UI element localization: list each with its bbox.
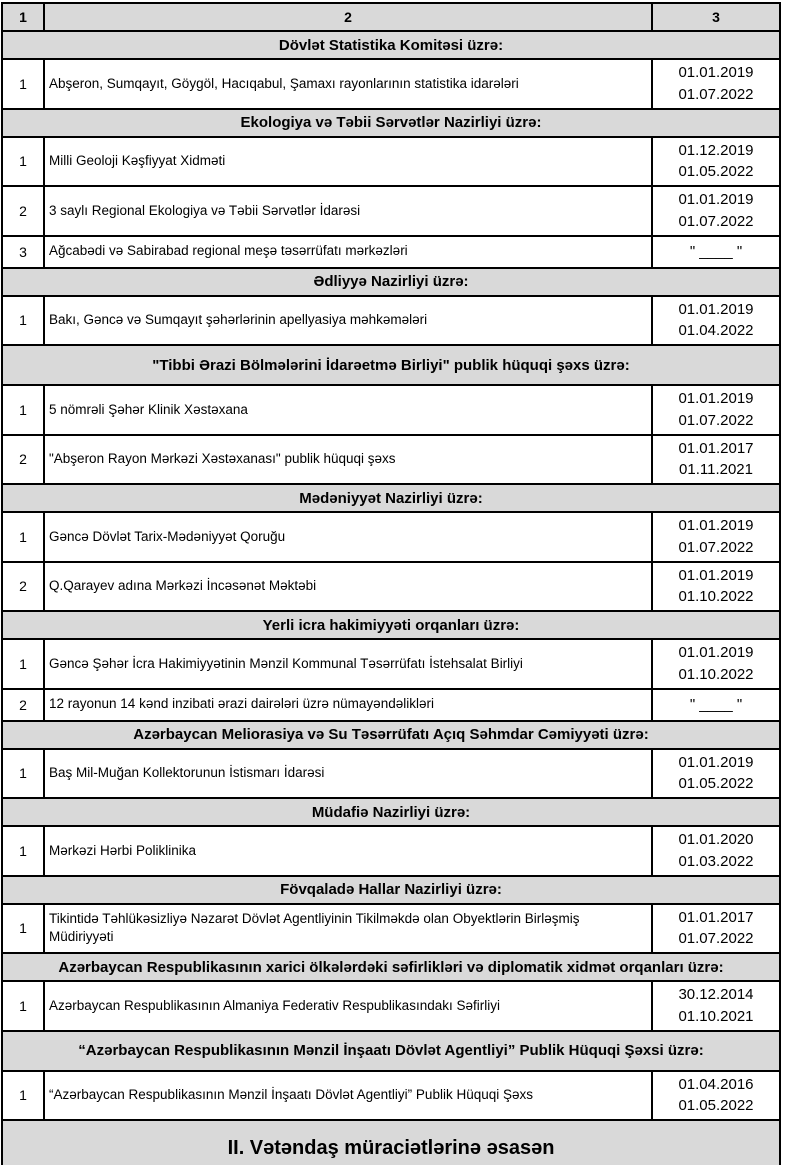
date-line: 01.01.2019 [678, 753, 754, 771]
date-cell [652, 186, 780, 236]
date-line: 01.01.2019 [678, 644, 754, 661]
organization-name-cell: “Azərbaycan Respublikasının Mənzil İnşaatı Dövlət Agentliyi” Publik Hüquqi Şəxs [44, 1071, 652, 1121]
date-cell [652, 562, 780, 612]
date-line: " ____ " [689, 695, 743, 713]
date-line: 01.10.2021 [678, 1007, 754, 1025]
date-cell [652, 1071, 780, 1121]
date-cell [652, 639, 780, 689]
row-number-cell: 1 [2, 826, 44, 876]
date-line: 01.11.2021 [679, 461, 753, 479]
row-number-cell: 1 [2, 512, 44, 562]
table-row [2, 749, 780, 799]
row-number-cell: 1 [2, 59, 44, 109]
section-header-row [2, 109, 780, 137]
table-row [2, 1071, 780, 1121]
date-line: 01.05.2022 [678, 1097, 754, 1115]
section-header-row [2, 611, 780, 639]
date-cell [652, 826, 780, 876]
section-header-row [2, 484, 780, 512]
organization-name-cell: Milli Geoloji Kəşfiyyat Xidməti [44, 137, 652, 187]
date-cell [652, 512, 780, 562]
organization-name-cell: Bakı, Gəncə və Sumqayıt şəhərlərinin apellyasiya məhkəmələri [44, 296, 652, 346]
section-title: Fövqaladə Hallar Nazirliyi üzrə: [2, 876, 780, 904]
row-number-cell: 1 [2, 639, 44, 689]
row-number-cell: 2 [2, 186, 44, 236]
footer-heading-row [2, 1120, 780, 1165]
date-line: 01.01.2019 [678, 300, 754, 318]
date-cell [652, 385, 780, 435]
organization-name-cell: Gəncə Dövlət Tarix-Mədəniyyət Qoruğu [44, 512, 652, 562]
section-header-row [2, 345, 780, 385]
organization-name-cell: Abşeron, Sumqayıt, Göygöl, Hacıqabul, Şamaxı rayonlarının statistika idarələri [44, 59, 652, 109]
section-title: “Azərbaycan Respublikasının Mənzil İnşaatı Dövlət Agentliyi” Publik Hüquqi Şəxsi üzrə: [2, 1031, 780, 1071]
row-number-cell: 1 [2, 749, 44, 799]
date-cell [652, 749, 780, 799]
table-row [2, 639, 780, 689]
date-line: 01.07.2022 [678, 212, 754, 230]
table-row [2, 981, 780, 1031]
date-cell [652, 296, 780, 346]
row-number-cell: 1 [2, 296, 44, 346]
date-line: 01.12.2019 [678, 141, 754, 159]
table-row [2, 59, 780, 109]
date-line: 01.01.2020 [678, 831, 754, 848]
date-line: 01.04.2016 [678, 1075, 754, 1093]
row-number-cell: 3 [2, 236, 44, 268]
date-line: 01.05.2022 [678, 775, 754, 793]
section-title: "Tibbi Ərazi Bölmələrini İdarəetmə Birliyi" publik hüquqi şəxs üzrə: [2, 345, 780, 385]
row-number-cell: 2 [2, 435, 44, 485]
table-row [2, 137, 780, 187]
date-cell [652, 981, 780, 1031]
organization-name-cell: 3 saylı Regional Ekologiya və Təbii Sərvətlər İdarəsi [44, 186, 652, 236]
section-title: Azərbaycan Meliorasiya və Su Təsərrüfatı Açıq Səhmdar Cəmiyyəti üzrə: [2, 721, 780, 749]
section-header-row [2, 953, 780, 981]
date-line: " ____ " [689, 242, 743, 260]
section-title: Yerli icra hakimiyyəti orqanları üzrə: [2, 611, 780, 639]
section-header-row [2, 798, 780, 826]
date-cell [652, 689, 780, 721]
section-header-row [2, 876, 780, 904]
organization-name-cell: 12 rayonun 14 kənd inzibati ərazi dairələri üzrə nümayəndəlikləri [44, 689, 652, 721]
date-line: 01.01.2019 [678, 390, 754, 407]
row-number-cell: 1 [2, 904, 44, 954]
row-number-cell: 2 [2, 689, 44, 721]
organization-name-cell: Gəncə Şəhər İcra Hakimiyyətinin Mənzil Kommunal Təsərrüfatı İstehsalat Birliyi [44, 639, 652, 689]
organization-name-cell: Mərkəzi Hərbi Poliklinika [44, 826, 652, 876]
organization-name-cell: Q.Qarayev adına Mərkəzi İncəsənət Məktəbi [44, 562, 652, 612]
table-row [2, 385, 780, 435]
organization-name-cell: Baş Mil-Muğan Kollektorunun İstismarı İdarəsi [44, 749, 652, 799]
section-header-row [2, 721, 780, 749]
section-title: Azərbaycan Respublikasının xarici ölkələrdəki səfirlikləri və diplomatik xidmət orqanları üzrə: [2, 953, 780, 981]
column-header-name: 2 [44, 3, 652, 31]
table-row [2, 296, 780, 346]
table-row [2, 435, 780, 485]
table-row [2, 904, 780, 954]
date-line: 01.01.2019 [678, 191, 754, 208]
organization-name-cell: "Abşeron Rayon Mərkəzi Xəstəxanası" publik hüquqi şəxs [44, 435, 652, 485]
row-number-cell: 1 [2, 981, 44, 1031]
section-title: Ekologiya və Təbii Sərvətlər Nazirliyi üzrə: [2, 109, 780, 137]
organization-name-cell: Tikintidə Təhlükəsizliyə Nəzarət Dövlət Agentliyinin Tikilməkdə olan Obyektlərin Birləşmiş Müdiriyyəti [44, 904, 652, 954]
section-title: Dövlət Statistika Komitəsi üzrə: [2, 31, 780, 59]
date-cell [652, 435, 780, 485]
table-row [2, 186, 780, 236]
date-line: 01.07.2022 [678, 930, 754, 948]
date-line: 30.12.2014 [678, 986, 754, 1003]
table-row [2, 512, 780, 562]
date-line: 01.07.2022 [678, 85, 754, 103]
table-row [2, 689, 780, 721]
organization-name-cell: Azərbaycan Respublikasının Almaniya Federativ Respublikasındakı Səfirliyi [44, 981, 652, 1031]
date-line: 01.01.2017 [678, 439, 754, 457]
row-number-cell: 1 [2, 137, 44, 187]
date-cell [652, 137, 780, 187]
column-header-num: 1 [2, 3, 44, 31]
date-line: 01.07.2022 [678, 538, 754, 556]
date-cell [652, 236, 780, 268]
section-title: Mədəniyyət Nazirliyi üzrə: [2, 484, 780, 512]
date-line: 01.05.2022 [678, 163, 754, 181]
organization-name-cell: Ağcabədi və Sabirabad regional meşə təsərrüfatı mərkəzləri [44, 236, 652, 268]
date-line: 01.01.2017 [678, 908, 754, 926]
row-number-cell: 1 [2, 385, 44, 435]
section-header-row [2, 31, 780, 59]
section-title: Müdafiə Nazirliyi üzrə: [2, 798, 780, 826]
date-line: 01.10.2022 [678, 665, 754, 683]
date-line: 01.03.2022 [678, 852, 754, 870]
date-line: 01.01.2019 [678, 566, 754, 584]
table-row [2, 236, 780, 268]
section-title: Ədliyyə Nazirliyi üzrə: [2, 268, 780, 296]
date-line: 01.01.2019 [678, 517, 754, 534]
table-row [2, 826, 780, 876]
report-table [1, 2, 781, 1165]
date-line: 01.10.2022 [678, 588, 754, 606]
date-line: 01.01.2019 [678, 64, 754, 81]
column-header-date: 3 [652, 3, 780, 31]
row-number-cell: 2 [2, 562, 44, 612]
table-column-header [2, 3, 780, 31]
footer-heading: II. Vətəndaş müraciətlərinə əsasən [2, 1120, 780, 1165]
date-line: 01.04.2022 [678, 322, 754, 340]
table-footer [2, 1120, 780, 1165]
organization-name-cell: 5 nömrəli Şəhər Klinik Xəstəxana [44, 385, 652, 435]
section-header-row [2, 1031, 780, 1071]
row-number-cell: 1 [2, 1071, 44, 1121]
table-body [2, 31, 780, 1120]
date-cell [652, 59, 780, 109]
date-line: 01.07.2022 [678, 411, 754, 429]
section-header-row [2, 268, 780, 296]
date-cell [652, 904, 780, 954]
table-row [2, 562, 780, 612]
column-header-row [2, 3, 780, 31]
